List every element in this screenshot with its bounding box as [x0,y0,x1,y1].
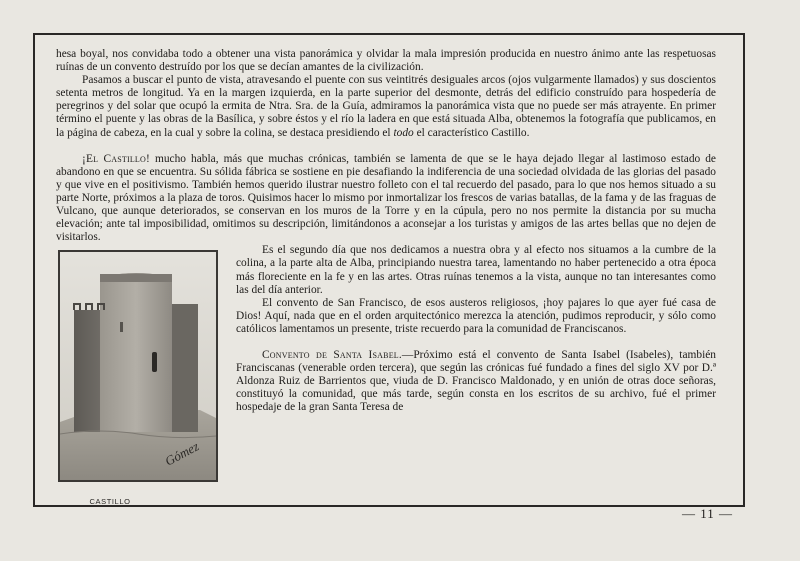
paragraph-2-end: el característico Castillo. [413,126,530,139]
paragraph-3 [56,153,716,245]
castillo-lead: ¡El Castillo! [82,152,150,165]
santa-isabel-lead: Convento de Santa Isabel. [262,348,402,361]
figure-caption: CASTILLO [89,497,131,507]
castle-photo [58,250,218,482]
paragraph-5: El convento de San Francisco, de esos austeros religiosos, ¡hoy pajares lo que ayer fué casa de Dios! Aquí, nada que en el orden arquitectónico merezca la atención, pudimos reproducir, y sólo como católicos lamentamos un presente, triste recuerdo para la comunidad de Franciscanos. [236,296,716,335]
emphasis-todo: todo [393,126,414,139]
paragraph-2 [56,74,716,139]
paragraph-3-body: mucho habla, más que muchas crónicas, también se lamenta de que se le haya dejado llegar al lastimoso estado de abandono en que se encuentra. Su sólida fábrica se sostiene en pie desafiando la indiferencia de una sociedad olvidada de las glorias del pasado y que vive en el positivismo. También hemos querido ilustrar nuestro folleto con el tal recuerdo del pasado, para lo que nos hemos situado a su parte Norte, próximos a la plaza de toros. Quisimos hacer lo mismo por inmortalizar los frescos de varias batallas, de la fama y de las fraguas de Vulcano, que aunque deteriorados, se conservan en los muros de la Torre y en la cúpula, pero no nos permite la distancia por su mucha elevación; ante tal imposibilidad, omitimos su descripción, limitándonos a aconsejar a los turistas y amigos de las artes bellas que no dejen de visitarlos. [56,152,716,244]
paragraph-1: hesa boyal, nos convidaba todo a obtener una vista panorámica y olvidar la mala impresión producida en nuestro ánimo ante las respetuosas ruínas de un convento destruído por los que se decían amantes de la civilización. [56,48,716,74]
paragraph-6-body: —Próximo está el convento de Santa Isabel (Isabeles), también Franciscanas (venerable orden tercera), que según las crónicas fué fundado a fines del siglo XV por D.ª Aldonza Ruiz de Barrientos que, viuda de D. Francisco Maldonado, y en unión de otras doce señoras, constituyó la comunidad, que más tarde, según consta en los escritos de su archivo, fué el primer hospedaje de la gran Santa Teresa de [236,348,716,414]
paragraph-4: Es el segundo día que nos dedicamos a nuestra obra y al efecto nos situamos a la cumbre de la colina, a la parte alta de Alba, principiando nuestra tarea, lamentando no haber pertenecido a otra época más floreciente en la fe y en las artes. Otras ruínas tenemos a la vista, aunque no tan interesantes como las del día anterior. [236,244,716,296]
castle-figure [58,250,218,508]
page-number: — 11 — [682,506,734,521]
text-column [56,48,716,512]
photo-signature: Gómez [162,438,202,469]
paragraph-2-text: Pasamos a buscar el punto de vista, atravesando el puente con sus veintitrés desiguales arcos (ojos vulgarmente llamados) y sus doscientos setenta metros de longitud. Ya en la margen izquierda, en la parte superior del desmonte, detrás del edificio construído para hospedería de peregrinos y del solar que ocupó la ermita de Ntra. Sra. de la Guía, admiramos la panorámica vista que no puede ser más atrayente. En primer término el puente y las obras de la Basílica, y sobre éstos y el río la ladera en que está situada Alba, obtenemos la fotografía que publicamos, en la página de cabeza, en la cual y sobre la colina, se destaca presidiendo el [56,74,716,139]
